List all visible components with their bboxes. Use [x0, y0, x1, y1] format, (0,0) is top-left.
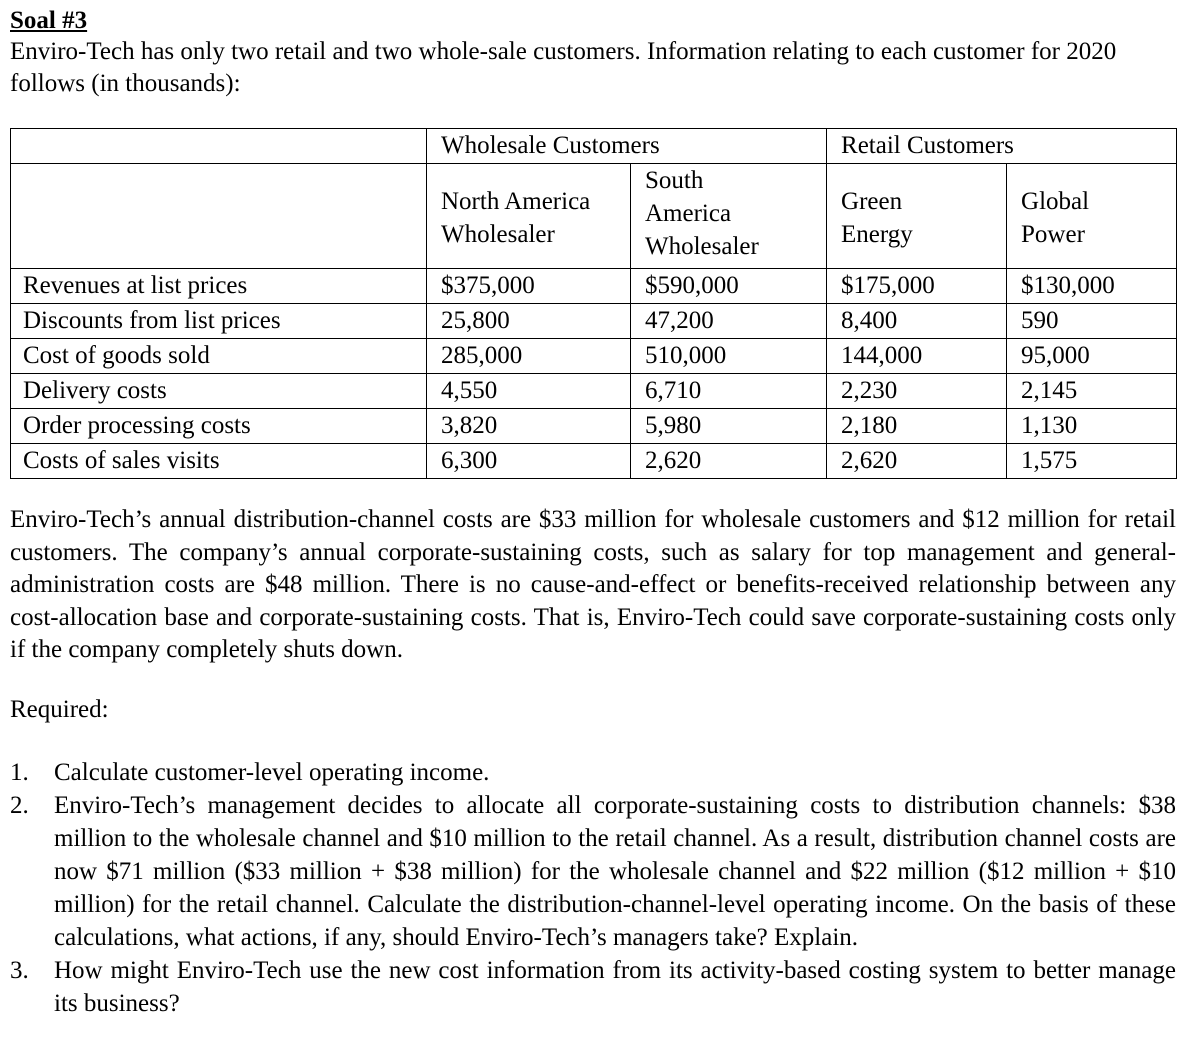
table-cell: 2,145 — [1007, 374, 1177, 409]
table-row — [11, 444, 1177, 479]
customer-header-north-america: North America Wholesaler — [427, 164, 631, 269]
question-item — [10, 756, 1176, 789]
empty-label-cell — [11, 164, 427, 269]
table-cell: 2,230 — [827, 374, 1007, 409]
question-item — [10, 789, 1176, 954]
table-row — [11, 304, 1177, 339]
problem-title: Soal #3 — [10, 7, 88, 34]
table-row — [11, 339, 1177, 374]
row-label: Revenues at list prices — [11, 269, 427, 304]
row-label: Delivery costs — [11, 374, 427, 409]
question-number: 2. — [10, 792, 29, 819]
table-cell: 25,800 — [427, 304, 631, 339]
question-text: Enviro-Tech’s management decides to allocate all corporate-sustaining costs to distribution channels: $38 million to the wholesale channel and $10 million to the retail channel. As a result, distribution channel costs are now $71 million ($33 million + $38 million) for the wholesale channel and $22 million ($12 million + $10 million) for the retail channel. Calculate the distribution-channel-level operating income. On the basis of these calculations, what actions, if any, should Enviro-Tech’s managers take? Explain. — [54, 792, 1176, 951]
row-label: Cost of goods sold — [11, 339, 427, 374]
customer-header-global-power: Global Power — [1007, 164, 1177, 269]
retail-group-header: Retail Customers — [827, 129, 1177, 164]
table-cell: $375,000 — [427, 269, 631, 304]
table-row — [11, 409, 1177, 444]
question-text: How might Enviro-Tech use the new cost information from its activity-based costing system to better manage its business? — [54, 957, 1176, 1017]
document-page — [10, 6, 1176, 1017]
table-cell: 285,000 — [427, 339, 631, 374]
row-label: Costs of sales visits — [11, 444, 427, 479]
table-cell: 2,180 — [827, 409, 1007, 444]
question-number: 3. — [10, 957, 29, 984]
question-number: 1. — [10, 759, 29, 786]
customer-header-row — [11, 164, 1177, 269]
table-cell: 2,620 — [631, 444, 827, 479]
question-list — [10, 756, 1176, 1020]
table-cell: 1,575 — [1007, 444, 1177, 479]
table-cell: 3,820 — [427, 409, 631, 444]
customer-data-table — [10, 128, 1177, 479]
table-cell: $130,000 — [1007, 269, 1177, 304]
row-label: Order processing costs — [11, 409, 427, 444]
table-cell: 144,000 — [827, 339, 1007, 374]
table-cell: 47,200 — [631, 304, 827, 339]
customer-header-south-america: South America Wholesaler — [631, 164, 827, 269]
table-cell: 8,400 — [827, 304, 1007, 339]
table-cell: 510,000 — [631, 339, 827, 374]
group-header-row — [11, 129, 1177, 164]
customer-header-green-energy: Green Energy — [827, 164, 1007, 269]
wholesale-group-header: Wholesale Customers — [427, 129, 827, 164]
table-cell: $175,000 — [827, 269, 1007, 304]
table-cell: 6,710 — [631, 374, 827, 409]
table-cell: 6,300 — [427, 444, 631, 479]
question-text: Calculate customer-level operating income. — [54, 759, 490, 786]
intro-text: Enviro-Tech has only two retail and two whole-sale customers. Information relating to each customer for 2020 follows (in thousands): — [10, 38, 1117, 97]
table-cell: 95,000 — [1007, 339, 1177, 374]
table-cell: 1,130 — [1007, 409, 1177, 444]
table-cell: 590 — [1007, 304, 1177, 339]
cost-description-paragraph: Enviro-Tech’s annual distribution-channel costs are $33 million for wholesale customers and $12 million for retail customers. The company’s annual corporate-sustaining costs, such as salary for top management and general-administration costs are $48 million. There is no cause-and-effect or benefits-received relationship between any cost-allocation base and corporate-sustaining costs. That is, Enviro-Tech could save corporate-sustaining costs only if the company completely shuts down. — [10, 506, 1176, 663]
row-label: Discounts from list prices — [11, 304, 427, 339]
table-row — [11, 269, 1177, 304]
question-item — [10, 954, 1176, 1020]
required-label: Required: — [10, 696, 109, 723]
table-cell: $590,000 — [631, 269, 827, 304]
table-cell: 4,550 — [427, 374, 631, 409]
table-cell: 5,980 — [631, 409, 827, 444]
table-cell: 2,620 — [827, 444, 1007, 479]
empty-corner-cell — [11, 129, 427, 164]
table-row — [11, 374, 1177, 409]
